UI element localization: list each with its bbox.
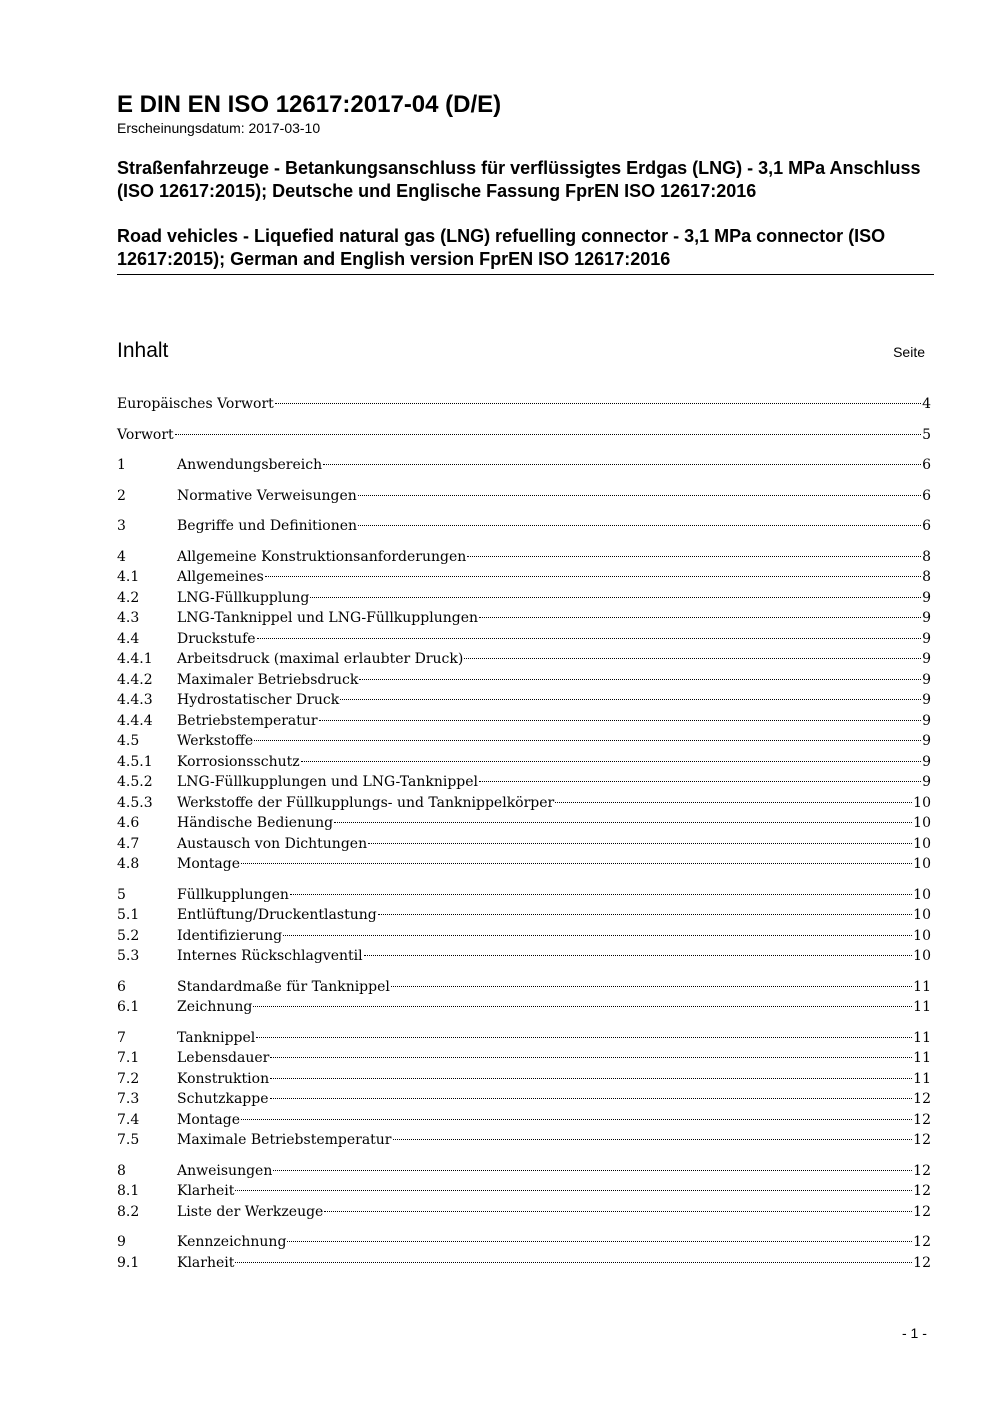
toc-entry-number: 4.5.3 <box>117 794 153 811</box>
toc-group <box>117 885 931 967</box>
toc-entry-number: 5 <box>117 886 126 903</box>
toc-entry-page: 9 <box>922 692 931 708</box>
toc-entry[interactable] <box>117 885 931 906</box>
toc-entry-title: Arbeitsdruck (maximal erlaubter Druck) <box>177 651 464 667</box>
toc-entry[interactable] <box>117 1181 931 1202</box>
toc-entry-number: 8.2 <box>117 1203 140 1220</box>
toc-entry-title: LNG-Füllkupplung <box>177 589 310 606</box>
toc-entry[interactable] <box>117 1253 931 1274</box>
toc-entry-page: 8 <box>922 569 931 585</box>
toc-entry[interactable] <box>117 1130 931 1151</box>
toc-group <box>117 486 931 507</box>
toc-entry-page: 10 <box>913 815 931 831</box>
toc-entry-title: Normative Verweisungen <box>177 487 357 504</box>
toc-entry-title: Klarheit <box>177 1254 235 1271</box>
toc-entry[interactable] <box>117 547 931 568</box>
toc-entry-page: 9 <box>922 610 931 626</box>
toc-dot-leader <box>275 403 921 404</box>
toc-entry[interactable] <box>117 813 931 834</box>
toc-entry-number: 4.4.4 <box>117 712 153 729</box>
toc-dot-leader <box>253 1006 912 1007</box>
toc-entry-number: 4.8 <box>117 856 140 872</box>
toc-dot-leader <box>283 935 912 936</box>
toc-dot-leader <box>391 986 912 987</box>
toc-entry-number: 9.1 <box>117 1254 140 1271</box>
toc-dot-leader <box>241 863 912 864</box>
toc-entry[interactable] <box>117 649 931 670</box>
toc-entry-title: Internes Rückschlagventil <box>177 948 363 964</box>
toc-dot-leader <box>358 525 921 526</box>
toc-entry-number: 4.5 <box>117 733 140 749</box>
toc-entry-number: 5.3 <box>117 948 140 964</box>
toc-entry-number: 4.5.2 <box>117 774 153 790</box>
publication-date: Erscheinungsdatum: 2017-03-10 <box>117 120 321 136</box>
toc-entry-page: 9 <box>922 733 931 749</box>
toc-header <box>117 338 925 364</box>
toc-dot-leader <box>175 434 921 435</box>
toc-entry-number: 4.6 <box>117 815 140 831</box>
toc-entry-page: 6 <box>922 487 931 504</box>
toc-entry-page: 11 <box>913 1050 931 1066</box>
toc-entry-number: 4.5.1 <box>117 753 153 770</box>
toc-entry-number: 6 <box>117 978 126 995</box>
toc-dot-leader <box>378 914 912 915</box>
toc-dot-leader <box>235 1190 912 1191</box>
toc-entry-title: Entlüftung/Druckentlastung <box>177 907 377 923</box>
title-english: Road vehicles - Liquefied natural gas (LNG) refuelling connector - 3,1 MPa connector (ISO 12617:2015); German and English version FprEN ISO 12617:2016 <box>117 225 934 275</box>
toc-entry[interactable] <box>117 1089 931 1110</box>
toc-entry[interactable] <box>117 854 931 875</box>
toc-dot-leader <box>323 464 921 465</box>
toc-entry-title: Werkstoffe der Füllkupplungs- und Tanknippelkörper <box>177 794 555 811</box>
toc-dot-leader <box>479 617 921 618</box>
toc-entry-page: 11 <box>913 978 931 995</box>
toc-dot-leader <box>364 955 913 956</box>
toc-entry[interactable] <box>117 1110 931 1131</box>
toc-entry-title: Vorwort <box>117 426 174 443</box>
toc-dot-leader <box>334 822 912 823</box>
toc-entry-page: 10 <box>913 927 931 944</box>
toc-group <box>117 977 931 1018</box>
toc-entry-title: Begriffe und Definitionen <box>177 518 358 534</box>
toc-dot-leader <box>270 1098 913 1099</box>
toc-entry-title: Betriebstemperatur <box>177 712 318 729</box>
toc-dot-leader <box>358 495 921 496</box>
toc-entry-page: 10 <box>913 835 931 852</box>
toc-entry-page: 12 <box>913 1254 931 1271</box>
toc-entry-page: 4 <box>922 396 931 412</box>
toc-entry-number: 5.1 <box>117 907 140 923</box>
toc-group <box>117 516 931 537</box>
toc-entry-title: Allgemeines <box>177 569 264 585</box>
page-number: - 1 - <box>902 1325 927 1341</box>
toc-entry-number: 4.4.1 <box>117 651 153 667</box>
toc-entry[interactable] <box>117 394 931 415</box>
toc-entry-page: 12 <box>913 1111 931 1128</box>
toc-entry[interactable] <box>117 670 931 691</box>
toc-entry-page: 12 <box>913 1203 931 1220</box>
toc-entry-page: 9 <box>922 630 931 647</box>
toc-entry[interactable] <box>117 772 931 793</box>
toc-entry-number: 4.7 <box>117 835 140 852</box>
toc-entry-page: 9 <box>922 774 931 790</box>
toc-entry-page: 11 <box>913 1029 931 1046</box>
toc-entry-title: Händische Bedienung <box>177 815 334 831</box>
toc-entry-page: 12 <box>913 1234 931 1250</box>
toc-entry[interactable] <box>117 977 931 998</box>
toc-entry-title: Werkstoffe <box>177 733 254 749</box>
toc-entry[interactable] <box>117 690 931 711</box>
toc-entry-title: Kennzeichnung <box>177 1234 287 1250</box>
toc-dot-leader <box>310 597 921 598</box>
toc-entry-page: 11 <box>913 1070 931 1087</box>
toc-dot-leader <box>467 556 921 557</box>
toc-entry[interactable] <box>117 425 931 446</box>
toc-dot-leader <box>324 1211 912 1212</box>
toc-dot-leader <box>555 802 912 803</box>
toc-dot-leader <box>241 1119 912 1120</box>
toc-dot-leader <box>368 843 912 844</box>
toc-dot-leader <box>319 720 921 721</box>
toc-entry-page: 9 <box>922 589 931 606</box>
toc-entry-page: 9 <box>922 753 931 770</box>
toc-entry-page: 10 <box>913 948 931 964</box>
toc-dot-leader <box>464 658 921 659</box>
toc-entry[interactable] <box>117 567 931 588</box>
toc-entry[interactable] <box>117 752 931 773</box>
toc-entry-title: LNG-Tanknippel und LNG-Füllkupplungen <box>177 610 478 626</box>
toc-entry-page: 12 <box>913 1091 931 1107</box>
toc-entry-number: 7.5 <box>117 1132 140 1148</box>
toc-entry-number: 6.1 <box>117 999 140 1015</box>
toc-entry[interactable] <box>117 997 931 1018</box>
toc-group <box>117 1232 931 1273</box>
toc-group <box>117 1028 931 1151</box>
toc-entry[interactable] <box>117 905 931 926</box>
toc-entry-title: Maximaler Betriebsdruck <box>177 671 359 688</box>
toc-entry-page: 9 <box>922 671 931 688</box>
toc-dot-leader <box>479 781 921 782</box>
toc-dot-leader <box>359 679 921 680</box>
toc-dot-leader <box>257 638 922 639</box>
toc-entry[interactable] <box>117 1161 931 1182</box>
toc-entry[interactable] <box>117 486 931 507</box>
toc-entry-page: 10 <box>913 856 931 872</box>
toc-entry-number: 7.3 <box>117 1091 140 1107</box>
toc-entry-title: Maximale Betriebstemperatur <box>177 1132 392 1148</box>
toc-entry-page: 10 <box>913 907 931 923</box>
toc-entry-page: 6 <box>922 457 931 473</box>
toc-entry-title: Standardmaße für Tanknippel <box>177 978 390 995</box>
document-id: E DIN EN ISO 12617:2017-04 (D/E) <box>117 91 502 118</box>
toc-entry[interactable] <box>117 516 931 537</box>
toc-entry-title: LNG-Füllkupplungen und LNG-Tanknippel <box>177 774 478 790</box>
toc-entry[interactable] <box>117 1028 931 1049</box>
toc-entry-title: Schutzkappe <box>177 1091 269 1107</box>
toc-group <box>117 455 931 476</box>
toc-entry-number: 4.2 <box>117 589 140 606</box>
toc-entry[interactable] <box>117 731 931 752</box>
toc-entry-title: Liste der Werkzeuge <box>177 1203 324 1220</box>
toc-entry[interactable] <box>117 1232 931 1253</box>
toc-dot-leader <box>256 1037 912 1038</box>
toc-entry-page: 10 <box>913 794 931 811</box>
toc-entry[interactable] <box>117 711 931 732</box>
toc-entry-number: 3 <box>117 518 126 534</box>
toc-entry[interactable] <box>117 1048 931 1069</box>
toc-dot-leader <box>340 699 921 700</box>
toc-entry-number: 7.4 <box>117 1111 140 1128</box>
toc-entry-number: 4.1 <box>117 569 140 585</box>
toc-entry-page: 9 <box>922 712 931 729</box>
toc-entry[interactable] <box>117 588 931 609</box>
toc-entry[interactable] <box>117 793 931 814</box>
toc-dot-leader <box>254 740 921 741</box>
toc-heading: Inhalt <box>117 339 169 362</box>
toc-dot-leader <box>235 1262 912 1263</box>
toc-group <box>117 547 931 875</box>
toc-entry-number: 9 <box>117 1234 126 1250</box>
toc-entry-number: 4.4 <box>117 630 140 647</box>
toc-entry[interactable] <box>117 455 931 476</box>
toc-entry-page: 11 <box>913 999 931 1015</box>
toc-entry-page: 12 <box>913 1183 931 1199</box>
toc-entry[interactable] <box>117 834 931 855</box>
toc-entry-number: 8 <box>117 1162 126 1179</box>
toc-entry-number: 7.1 <box>117 1050 140 1066</box>
toc-entry-number: 4 <box>117 548 126 565</box>
toc-entry-number: 2 <box>117 487 126 504</box>
document-header <box>117 90 934 275</box>
toc-entry-number: 7 <box>117 1029 126 1046</box>
toc-entry-title: Füllkupplungen <box>177 886 289 903</box>
toc-entry-title: Konstruktion <box>177 1070 270 1087</box>
toc-group <box>117 425 931 446</box>
toc-entry-title: Lebensdauer <box>177 1050 270 1066</box>
toc-entry-title: Zeichnung <box>177 999 253 1015</box>
toc-entry-number: 1 <box>117 457 126 473</box>
toc-entry-number: 4.4.3 <box>117 692 153 708</box>
toc-entry[interactable] <box>117 608 931 629</box>
toc-dot-leader <box>273 1170 912 1171</box>
toc-entry-title: Anwendungsbereich <box>177 457 323 473</box>
toc-entry-title: Druckstufe <box>177 630 256 647</box>
toc-entry[interactable] <box>117 1202 931 1223</box>
toc-entry-page: 12 <box>913 1162 931 1179</box>
toc-group <box>117 1161 931 1223</box>
toc-dot-leader <box>290 894 912 895</box>
toc-dot-leader <box>393 1139 913 1140</box>
toc-dot-leader <box>301 761 921 762</box>
toc-dot-leader <box>270 1057 912 1058</box>
toc-page-label: Seite <box>893 344 925 360</box>
toc-entry[interactable] <box>117 1069 931 1090</box>
toc-entry[interactable] <box>117 926 931 947</box>
toc-entry-page: 9 <box>922 651 931 667</box>
toc-entry-title: Korrosionsschutz <box>177 753 300 770</box>
toc-entry-title: Identifizierung <box>177 927 283 944</box>
toc-entry[interactable] <box>117 629 931 650</box>
toc-entry-title: Allgemeine Konstruktionsanforderungen <box>177 548 467 565</box>
toc-entry-title: Anweisungen <box>177 1162 273 1179</box>
title-german: Straßenfahrzeuge - Betankungsanschluss für verflüssigtes Erdgas (LNG) - 3,1 MPa Anschluss (ISO 12617:2015); Deutsche und Englische Fassung FprEN ISO 12617:2016 <box>117 158 921 201</box>
toc-entry-title: Klarheit <box>177 1183 235 1199</box>
toc-entry-title: Tanknippel <box>177 1029 256 1046</box>
toc-entry-page: 10 <box>913 886 931 903</box>
toc-dot-leader <box>287 1241 912 1242</box>
toc-entry-page: 8 <box>922 548 931 565</box>
toc-entry-page: 5 <box>922 426 931 443</box>
toc-entry-number: 4.3 <box>117 610 140 626</box>
toc-entry-number: 5.2 <box>117 927 140 944</box>
toc-entry[interactable] <box>117 946 931 967</box>
toc-entry-number: 4.4.2 <box>117 671 153 688</box>
toc-entry-page: 6 <box>922 518 931 534</box>
toc-entry-number: 8.1 <box>117 1183 140 1199</box>
toc-entry-title: Austausch von Dichtungen <box>177 835 368 852</box>
toc-entry-title: Montage <box>177 1111 240 1128</box>
toc-entry-title: Montage <box>177 856 240 872</box>
toc-entry-title: Hydrostatischer Druck <box>177 692 340 708</box>
toc-dot-leader <box>265 576 921 577</box>
toc-entry-title: Europäisches Vorwort <box>117 396 274 412</box>
toc-dot-leader <box>270 1078 912 1079</box>
toc-entry-page: 12 <box>913 1132 931 1148</box>
table-of-contents <box>117 394 931 1283</box>
toc-group <box>117 394 931 415</box>
toc-entry-number: 7.2 <box>117 1070 140 1087</box>
